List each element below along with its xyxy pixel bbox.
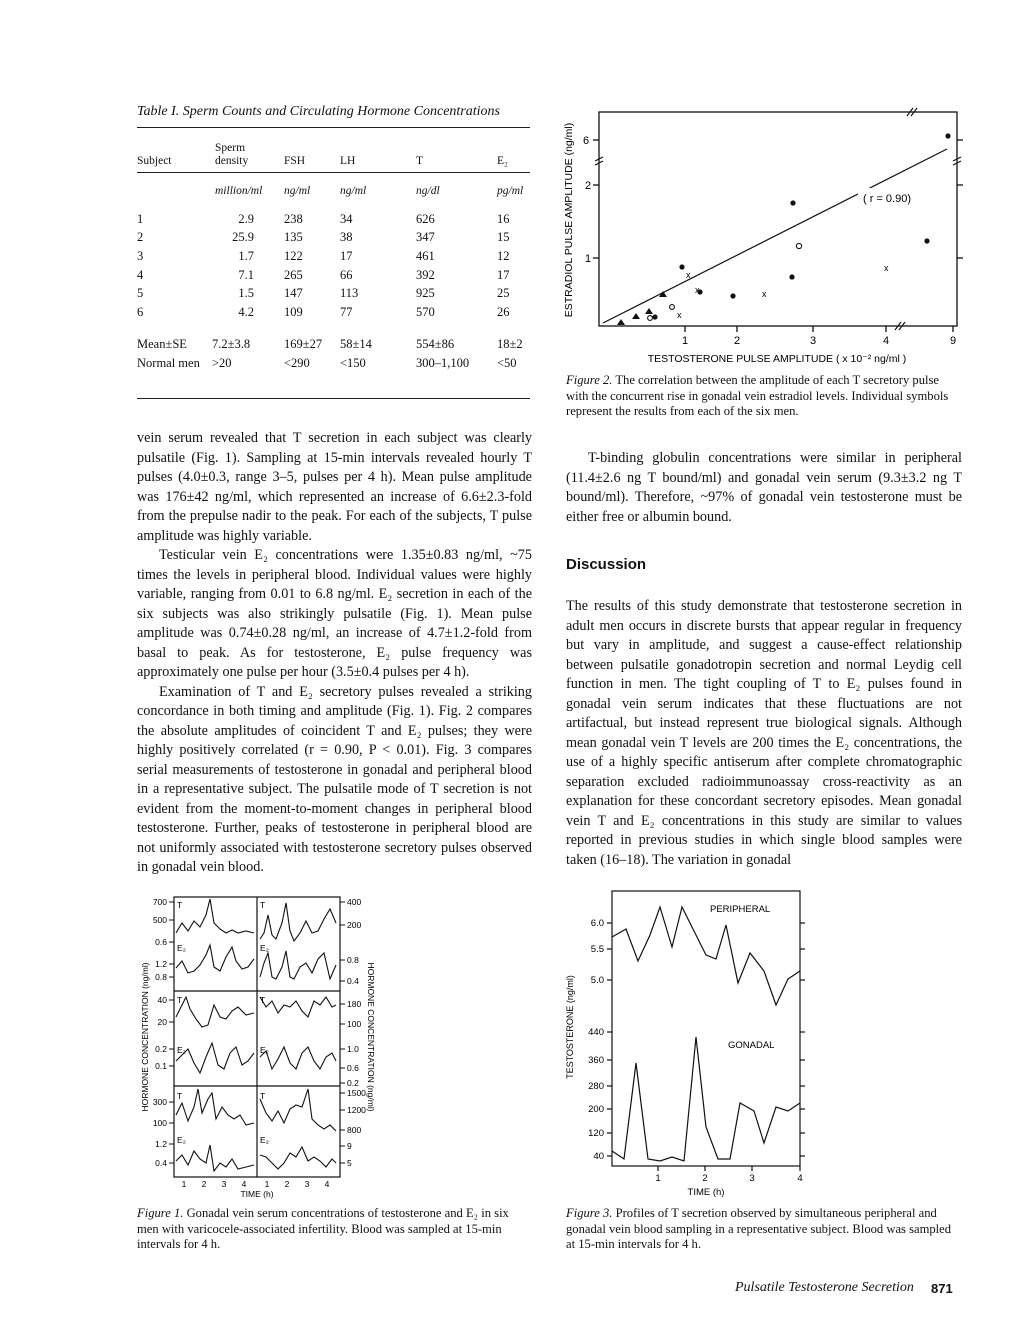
fig2-point xyxy=(790,200,795,205)
fig1-trace-e1 xyxy=(176,945,254,973)
figure-2-caption xyxy=(566,373,962,420)
fig1-panel-label: E₂ xyxy=(177,1135,186,1145)
svg-text:0.8: 0.8 xyxy=(347,955,359,965)
fig1-panel-label: T xyxy=(260,900,266,910)
header-t: T xyxy=(416,155,424,167)
fig1-panel-label: T xyxy=(177,1091,183,1101)
table-row-normal: Normal men >20 <290 <150 300–1,100 <50 xyxy=(137,355,517,370)
fig2-triangles xyxy=(617,291,667,325)
svg-text:3: 3 xyxy=(221,1179,227,1189)
svg-text:300: 300 xyxy=(152,1097,167,1107)
fig2-xtick-label: 4 xyxy=(882,335,890,347)
table-row: 1 2.9 238 34 626 16 xyxy=(137,211,510,226)
fig1-panel-label: E₂ xyxy=(260,1045,269,1055)
fig3-caption-label: Figure 3. xyxy=(566,1206,613,1220)
fig1-trace-e4 xyxy=(260,1047,336,1069)
svg-text:0.6: 0.6 xyxy=(347,1063,359,1073)
fig2-regression-line xyxy=(603,149,947,323)
paragraph: vein serum revealed that T secretion in each subject was clearly pulsatile (Fig. 1). Sampling at 15-min intervals revealed hourly T pulses (4.0±0.3, range 3–5, pulses per 4 h). Mean pulse amplitude was 176±42 ng/ml, which represented an increase of 6.6±2.3-fold from the prepulse nadir to the peak. For each of the subjects, T pulse amplitude was highly variable. xyxy=(137,430,532,544)
fig2-ytick-label: 6 xyxy=(582,135,590,147)
fig1-trace-t4 xyxy=(260,997,336,1017)
table-header xyxy=(137,142,530,168)
fig1-caption-text: Gonadal vein serum concentrations of testosterone and E₂ in six men with varicocele-associated infertility. Blood was sampled at 15-min intervals for 4 h. xyxy=(137,1206,509,1251)
fig2-point xyxy=(645,308,653,314)
svg-text:1: 1 xyxy=(655,1173,661,1184)
header-fsh: FSH xyxy=(284,155,306,167)
unit-t: ng/dl xyxy=(416,185,440,197)
svg-text:20: 20 xyxy=(157,1017,167,1027)
table-body xyxy=(137,210,530,373)
paragraph: T-binding globulin concentrations were similar in peripheral (11.4±2.6 ng T bound/ml) and gonadal vein serum (9.3±3.2 ng T bound/ml). Therefore, ~97% of gonadal vein testosterone must be either free or albumin bound. xyxy=(566,450,962,525)
right-column-intro xyxy=(566,449,962,527)
running-footer-title: Pulsatile Testosterone Secretion xyxy=(735,1280,914,1295)
fig2-point: x xyxy=(762,289,767,299)
svg-text:2: 2 xyxy=(702,1173,708,1184)
svg-text:280: 280 xyxy=(588,1081,604,1092)
fig2-point xyxy=(730,293,735,298)
svg-text:200: 200 xyxy=(588,1104,604,1115)
svg-text:700: 700 xyxy=(152,897,167,907)
fig1-caption-label: Figure 1. xyxy=(137,1206,184,1220)
fig1-right-ticks xyxy=(340,902,345,1163)
fig3-caption-text: Profiles of T secretion observed by simultaneous peripheral and gonadal vein blood sampling in a representative subject. Blood was sampled at 15-min intervals for 4 h. xyxy=(566,1206,952,1251)
fig1-panel-label: E₂ xyxy=(177,1045,186,1055)
svg-text:1500: 1500 xyxy=(347,1088,366,1098)
fig1-panel-label: E₂ xyxy=(260,943,269,953)
header-lh: LH xyxy=(340,155,356,167)
fig2-xtick-label: 2 xyxy=(733,335,741,347)
svg-text:2: 2 xyxy=(201,1179,207,1189)
fig3-ylabel: TESTOSTERONE (ng/ml) xyxy=(565,975,575,1079)
fig3-label-gonadal: GONADAL xyxy=(728,1040,775,1051)
header-e2: E₂ xyxy=(497,155,509,167)
svg-text:5.5: 5.5 xyxy=(590,944,604,955)
header-subject: Subject xyxy=(137,155,172,167)
svg-text:120: 120 xyxy=(588,1128,604,1139)
fig1-xlabel: TIME (h) xyxy=(240,1189,274,1199)
fig2-ytick-label: 2 xyxy=(584,180,592,192)
right-column-discussion xyxy=(566,597,962,870)
svg-text:5.0: 5.0 xyxy=(590,975,604,986)
fig2-plot-frame xyxy=(599,112,957,326)
figure-2-chart xyxy=(555,95,965,370)
fig2-point xyxy=(679,264,684,269)
fig1-trace-t5 xyxy=(176,1089,254,1125)
svg-text:0.4: 0.4 xyxy=(347,976,359,986)
table-row: 6 4.2 109 77 570 26 xyxy=(137,304,510,319)
fig2-point: x xyxy=(884,263,889,273)
svg-text:2: 2 xyxy=(284,1179,290,1189)
fig1-panel-label: E₂ xyxy=(260,1135,269,1145)
fig2-point: x xyxy=(686,270,691,280)
svg-text:180: 180 xyxy=(347,999,362,1009)
svg-text:1: 1 xyxy=(181,1179,187,1189)
unit-e2: pg/ml xyxy=(497,185,524,197)
fig2-point xyxy=(945,133,950,138)
svg-text:40: 40 xyxy=(593,1151,604,1162)
svg-text:1: 1 xyxy=(264,1179,270,1189)
fig1-ylabel-right: HORMONE CONCENTRATION (ng/ml) xyxy=(366,962,376,1112)
fig1-trace-e5 xyxy=(176,1145,254,1171)
left-column-text xyxy=(137,429,532,878)
paragraph: The results of this study demonstrate that testosterone secretion in adult men occurs in discrete bursts that appear regular in frequency but vary in amplitude, and suggest a cause-effect relationship between pulsatile gonadotropin secretion and normal Leydig cell function in men. The tight coupling of T to E₂ pulses found in gonadal vein serum indicates that these fluctuations are not artifactual, but instead represent true biological signals. Although mean gonadal vein T levels are 200 times the E₂ concentrations, the use of a highly specific antiserum after complete chromatographic separation excluded radioimmunoassay cross-reactivity as an explanation for these concordant secretory episodes. Mean gonadal vein T and E₂ concentrations in this study are similar to values reported in previous studies in which single blood samples were taken (16–18). The variation in gonadal xyxy=(566,598,962,868)
fig3-peripheral-trace xyxy=(612,907,800,1005)
fig3-xtick-labels xyxy=(655,1173,802,1184)
svg-text:0.2: 0.2 xyxy=(347,1078,359,1088)
table-row: 3 1.7 122 17 461 12 xyxy=(137,248,510,263)
fig3-xlabel: TIME (h) xyxy=(687,1187,725,1198)
fig2-r-label: ( r = 0.90) xyxy=(863,193,911,205)
svg-text:4: 4 xyxy=(241,1179,247,1189)
fig2-point xyxy=(652,314,657,319)
fig2-caption-text: The correlation between the amplitude of each T secretory pulse with the concurrent rise in gonadal vein estradiol levels. Individual symbols represent the results from each of the six men. xyxy=(566,373,949,418)
table-row-mean: Mean±SE 7.2±3.8 169±27 58±14 554±86 18±2 xyxy=(137,337,523,352)
table-top-rule xyxy=(137,127,530,128)
fig2-point xyxy=(670,305,675,310)
table-row: 5 1.5 147 113 925 25 xyxy=(137,286,510,301)
table-units xyxy=(137,185,530,201)
fig1-panel-label: T xyxy=(177,900,183,910)
fig1-trace-t2 xyxy=(260,903,336,941)
svg-text:3: 3 xyxy=(304,1179,310,1189)
figure-3-caption xyxy=(566,1206,962,1253)
table-row: 2 25.9 135 38 347 15 xyxy=(137,230,510,245)
fig1-ylabel-left: HORMONE CONCENTRATION (ng/ml) xyxy=(140,962,150,1112)
svg-text:0.4: 0.4 xyxy=(155,1158,167,1168)
svg-text:1200: 1200 xyxy=(347,1105,366,1115)
svg-text:400: 400 xyxy=(347,897,362,907)
fig2-point xyxy=(796,243,801,248)
page-number: 871 xyxy=(931,1281,953,1296)
fig2-point: x xyxy=(695,285,700,295)
fig3-label-peripheral: PERIPHERAL xyxy=(710,904,771,915)
fig1-panel-label: T xyxy=(260,1091,266,1101)
svg-text:9: 9 xyxy=(347,1141,352,1151)
fig2-point xyxy=(617,319,625,325)
fig1-trace-e6 xyxy=(260,1147,336,1169)
fig1-panel-label: E₂ xyxy=(177,943,186,953)
svg-text:40: 40 xyxy=(157,995,167,1005)
fig1-panel-label: T xyxy=(260,995,266,1005)
fig2-point xyxy=(648,316,653,321)
svg-text:100: 100 xyxy=(347,1019,362,1029)
fig1-trace-e2 xyxy=(260,951,336,979)
fig1-trace-t3 xyxy=(176,997,254,1027)
table-row: 4 7.1 265 66 392 17 xyxy=(137,267,510,282)
fig1-x-tick-labels xyxy=(182,1179,330,1189)
fig2-xtick-label: 1 xyxy=(681,335,689,347)
table-header-rule xyxy=(137,172,530,173)
fig2-point xyxy=(924,238,929,243)
fig2-axis-breaks xyxy=(595,108,961,330)
unit-lh: ng/ml xyxy=(340,185,367,197)
fig2-ylabel: ESTRADIOL PULSE AMPLITUDE (ng/ml) xyxy=(563,122,575,318)
fig2-point xyxy=(789,274,794,279)
fig1-trace-e3 xyxy=(176,1043,254,1073)
svg-text:0.6: 0.6 xyxy=(155,937,167,947)
fig1-trace-t6 xyxy=(260,1089,336,1131)
discussion-heading: Discussion xyxy=(566,556,647,573)
fig1-traces xyxy=(176,899,336,1171)
fig2-xtick-label: 9 xyxy=(949,335,957,347)
fig2-point: x xyxy=(677,310,682,320)
fig2-caption-label: Figure 2. xyxy=(566,373,613,387)
svg-text:5: 5 xyxy=(347,1158,352,1168)
svg-text:4: 4 xyxy=(324,1179,330,1189)
header-sperm-line1: Sperm xyxy=(215,142,246,154)
fig1-trace-t1 xyxy=(176,899,254,933)
fig3-ytick-labels xyxy=(588,918,604,1162)
svg-text:440: 440 xyxy=(588,1027,604,1038)
fig2-ytick-label: 1 xyxy=(584,253,592,265)
svg-text:6.0: 6.0 xyxy=(590,918,604,929)
svg-text:0.2: 0.2 xyxy=(155,1044,167,1054)
fig2-xlabel: TESTOSTERONE PULSE AMPLITUDE ( x 10⁻² ng/ml ) xyxy=(647,353,907,365)
unit-fsh: ng/ml xyxy=(284,185,311,197)
fig1-panel-label: T xyxy=(177,995,183,1005)
fig2-cross-points xyxy=(677,263,889,320)
figure-1-caption xyxy=(137,1206,533,1253)
svg-text:1.0: 1.0 xyxy=(347,1044,359,1054)
svg-text:1.2: 1.2 xyxy=(155,1139,167,1149)
paragraph: Examination of T and E₂ secretory pulses revealed a striking concordance in both timing and amplitude (Fig. 1). Fig. 2 compares the absolute amplitudes of coincident T and E₂ pulses; they were highly positively correlated (r = 0.90, P < 0.01). Fig. 3 compares serial measurements of testosterone in gonadal and peripheral blood in a representative subject. The pulsatile mode of T secretion is not evident from the moment-to-moment changes in peripheral blood testosterone. Further, peaks of testosterone in peripheral blood are not uniformly associated with testosterone secretory pulses observed in gonadal vein blood. xyxy=(137,683,532,875)
fig2-open-points xyxy=(648,243,802,320)
fig2-xtick-label: 3 xyxy=(809,335,817,347)
figure-3-chart xyxy=(560,887,820,1202)
fig1-right-tick-labels xyxy=(347,897,366,1168)
svg-text:4: 4 xyxy=(797,1173,803,1184)
svg-text:0.1: 0.1 xyxy=(155,1061,167,1071)
svg-text:3: 3 xyxy=(749,1173,755,1184)
svg-text:360: 360 xyxy=(588,1055,604,1066)
table-caption: Table I. Sperm Counts and Circulating Hormone Concentrations xyxy=(137,104,500,119)
svg-text:800: 800 xyxy=(347,1125,362,1135)
fig3-gonadal-trace xyxy=(612,1037,800,1161)
table-bottom-rule xyxy=(137,398,530,399)
header-sperm-line2: density xyxy=(215,155,249,167)
svg-text:1.2: 1.2 xyxy=(155,959,167,969)
svg-text:500: 500 xyxy=(152,915,167,925)
fig1-left-tick-labels xyxy=(153,897,167,1168)
fig1-left-ticks xyxy=(169,902,174,1163)
fig2-point xyxy=(632,313,640,319)
svg-text:100: 100 xyxy=(152,1118,167,1128)
figure-1-chart xyxy=(136,893,386,1203)
unit-density: million/ml xyxy=(215,185,263,197)
svg-text:200: 200 xyxy=(347,920,362,930)
svg-text:0.8: 0.8 xyxy=(155,972,167,982)
paragraph: Testicular vein E₂ concentrations were 1.35±0.83 ng/ml, ~75 times the levels in peripheral blood. Individual values were highly variable, ranging from 0.01 to 6.8 ng/ml. E₂ secretion in each of the six subjects was also strikingly pulsatile (Fig. 1). Mean pulse amplitude was 0.74±0.28 ng/ml, an increase of 4.7±1.2-fold from basal to peak. As for testosterone, E₂ pulse frequency was approximately one pulse per hour (3.5±0.4 pulses per 4 h). xyxy=(137,547,532,680)
